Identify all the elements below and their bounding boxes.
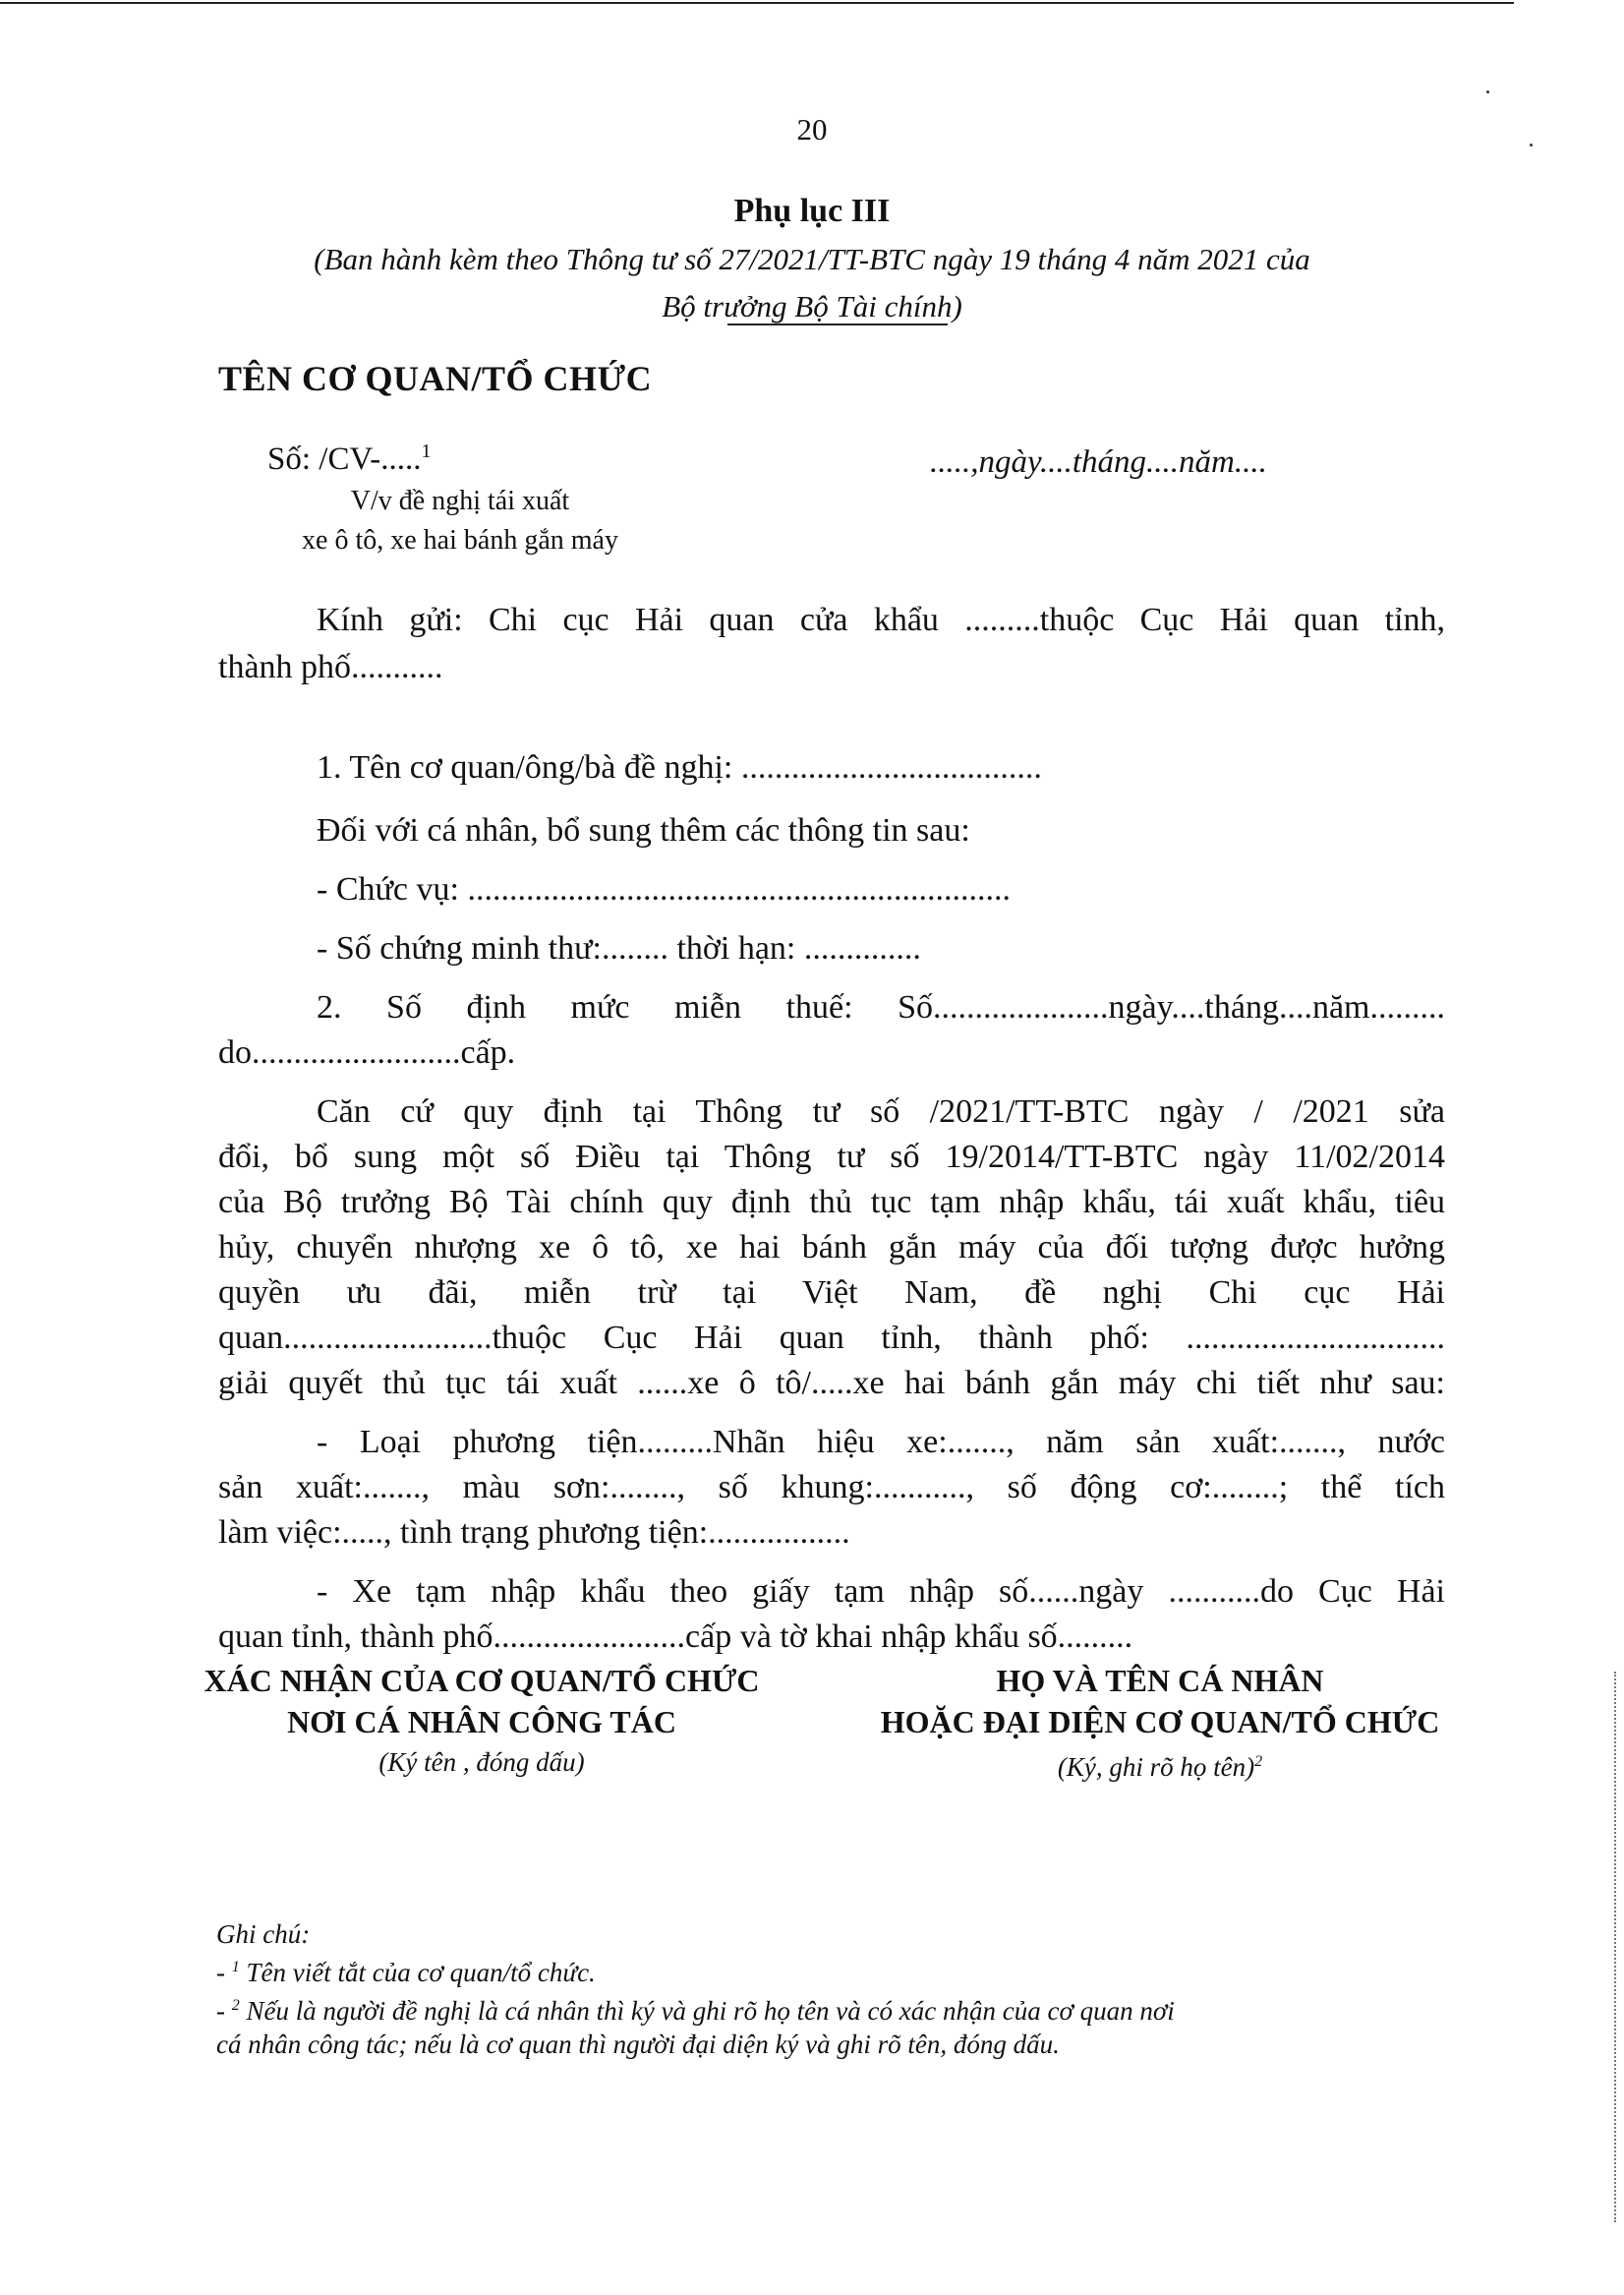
organization-name: TÊN CƠ QUAN/TỔ CHỨC xyxy=(218,359,653,398)
note-2-dash: - xyxy=(216,1996,232,2026)
basis-line-5: quyền ưu đãi, miễn trừ tại Việt Nam, đề nghị Chi cục Hải xyxy=(218,1274,1445,1311)
import-line-2: quan tỉnh, thành phố.......................cấp và tờ khai nhập khẩu số......... xyxy=(218,1618,1133,1655)
issuance-line-1: (Ban hành kèm theo Thông tư số 27/2021/TT-BTC ngày 19 tháng 4 năm 2021 của xyxy=(314,242,1310,276)
subject-line-1: V/v đề nghị tái xuất xyxy=(350,486,570,516)
vehicle-line-1: - Loại phương tiện.........Nhãn hiệu xe:......., năm sản xuất:......., nước xyxy=(317,1424,1445,1460)
page-number: 20 xyxy=(796,112,828,147)
scan-right-edge xyxy=(1614,1672,1616,2222)
org-confirmation-title-2: NƠI CÁ NHÂN CÔNG TÁC xyxy=(287,1704,676,1739)
note-1 xyxy=(216,1951,1175,1989)
item-2-exemption-line-2: do.........................cấp. xyxy=(218,1034,516,1071)
document-number xyxy=(267,441,432,478)
note-1-text: Tên viết tắt của cơ quan/tổ chức. xyxy=(239,1958,596,1987)
footnote-mark-2: 2 xyxy=(1254,1753,1263,1770)
appendix-issuance-note xyxy=(0,236,1624,330)
appendix-title: Phụ lục III xyxy=(733,193,891,229)
notes-section xyxy=(216,1917,1175,2061)
basis-line-3: của Bộ trưởng Bộ Tài chính quy định thủ tục tạm nhập khẩu, tái xuất khẩu, tiêu xyxy=(218,1184,1445,1220)
note-1-mark: 1 xyxy=(231,1959,240,1975)
org-signature-note: (Ký tên , đóng dấu) xyxy=(378,1747,585,1777)
signer-title-2: HOẶC ĐẠI DIỆN CƠ QUAN/TỔ CHỨC xyxy=(880,1704,1440,1739)
note-2-line-2: cá nhân công tác; nếu là cơ quan thì người đại diện ký và ghi rõ tên, đóng dấu. xyxy=(216,2030,1060,2059)
vehicle-line-2: sản xuất:......., màu sơn:........, số khung:..........., số động cơ:........; thể tích xyxy=(218,1469,1445,1505)
recipient-line-2: thành phố........... xyxy=(218,649,443,685)
signer-signature-note xyxy=(836,1742,1484,1787)
note-2-text-line-1: Nếu là người đề nghị là cá nhân thì ký và ghi rõ họ tên và có xác nhận của cơ quan nơi xyxy=(239,1996,1175,2026)
subject-line-2: xe ô tô, xe hai bánh gắn máy xyxy=(302,525,618,556)
scan-speck xyxy=(1486,90,1489,93)
issuance-line-2: Bộ trưởng Bộ Tài chính) xyxy=(662,289,962,324)
basis-line-2: đổi, bổ sung một số Điều tại Thông tư số 19/2014/TT-BTC ngày 11/02/2014 xyxy=(218,1139,1445,1175)
footnote-mark-1: 1 xyxy=(421,441,432,462)
place-and-date: .....,ngày....tháng....năm.... xyxy=(930,444,1267,480)
basis-line-1: Căn cứ quy định tại Thông tư số /2021/TT-BTC ngày / /2021 sửa xyxy=(317,1093,1445,1130)
vehicle-line-3: làm việc:....., tình trạng phương tiện:................. xyxy=(218,1514,850,1551)
signer-note-text: (Ký, ghi rõ họ tên) xyxy=(1057,1752,1255,1782)
scan-top-border xyxy=(0,2,1514,4)
position-field: - Chức vụ: ................................................................. xyxy=(317,871,1011,908)
recipient-line-1: Kính gửi: Chi cục Hải quan cửa khẩu .........thuộc Cục Hải quan tỉnh, xyxy=(317,602,1445,638)
note-2 xyxy=(216,1989,1175,2028)
document-subject xyxy=(244,482,676,560)
import-line-1: - Xe tạm nhập khẩu theo giấy tạm nhập số......ngày ...........do Cục Hải xyxy=(317,1573,1445,1610)
signer-block xyxy=(836,1660,1484,1787)
organization-confirmation-block xyxy=(157,1660,806,1782)
title-underline xyxy=(727,324,948,325)
item-2-exemption-line-1: 2. Số định mức miễn thuế: Số.....................ngày....tháng....năm......... xyxy=(317,989,1445,1026)
note-1-dash: - xyxy=(216,1958,232,1987)
notes-heading: Ghi chú: xyxy=(216,1919,311,1949)
org-confirmation-title-1: XÁC NHẬN CỦA CƠ QUAN/TỔ CHỨC xyxy=(203,1663,760,1698)
basis-line-7: giải quyết thủ tục tái xuất ......xe ô tô/.....xe hai bánh gắn máy chi tiết như sau: xyxy=(218,1365,1445,1401)
item-1-requester: 1. Tên cơ quan/ông/bà đề nghị: .................................... xyxy=(317,749,1042,786)
basis-line-6: quan.........................thuộc Cục Hải quan tỉnh, thành phố: ............................... xyxy=(218,1320,1445,1356)
basis-line-4: hủy, chuyển nhượng xe ô tô, xe hai bánh gắn máy của đối tượng được hưởng xyxy=(218,1229,1445,1265)
id-card-field: - Số chứng minh thư:........ thời hạn: .............. xyxy=(317,930,921,967)
document-number-text: Số: /CV-..... xyxy=(267,441,422,477)
individual-info-note: Đối với cá nhân, bổ sung thêm các thông tin sau: xyxy=(317,812,970,849)
signer-title-1: HỌ VÀ TÊN CÁ NHÂN xyxy=(996,1663,1324,1698)
note-2-mark: 2 xyxy=(231,1997,240,2014)
